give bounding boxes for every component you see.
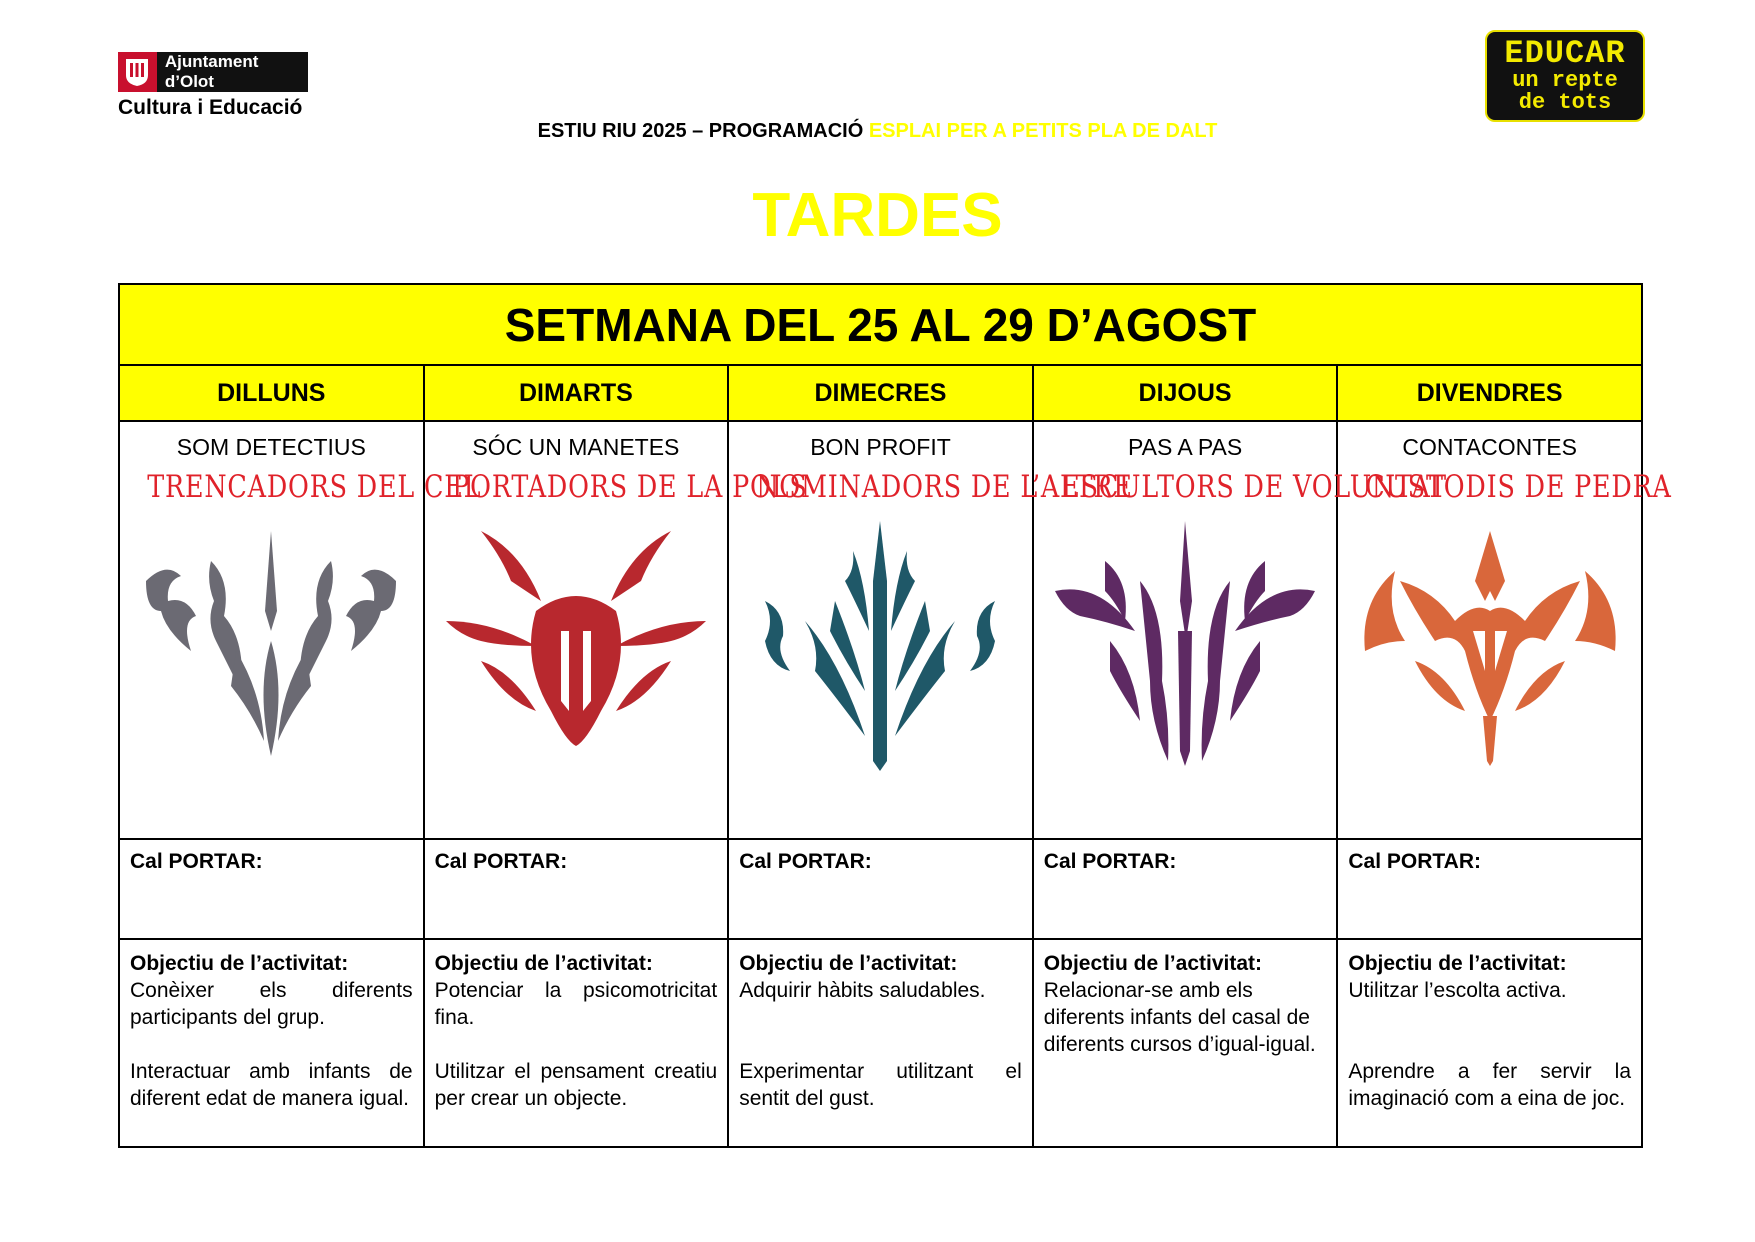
objective-text: Adquirir hàbits saludables. (739, 979, 986, 1002)
activity-row (119, 421, 1642, 839)
activity-title: PAS A PAS (1127, 434, 1243, 460)
objective-cell (1033, 939, 1338, 1147)
portar-cell (1337, 839, 1642, 939)
activity-title: BON PROFIT (810, 434, 951, 460)
portar-cell (1033, 839, 1338, 939)
day-header: DIMECRES (728, 365, 1033, 421)
activity-title: SOM DETECTIUS (176, 434, 366, 460)
team-name: TRENCADORS DEL CEL (147, 469, 482, 505)
objective-cell (424, 939, 729, 1147)
objective-label: Objectiu de l’activitat: (434, 952, 653, 975)
objective-text: Relacionar-se amb els diferents infants del casal de diferents cursos d’igual-igual. (1043, 979, 1316, 1056)
objective-cell (1337, 939, 1642, 1147)
team-name: ESCULTORS DE VOLUNTAT (1061, 469, 1447, 505)
objective-label: Objectiu de l’activitat: (1043, 952, 1262, 975)
educar-logo-line3: de tots (1518, 90, 1612, 115)
objective-label: Objectiu de l’activitat: (739, 952, 958, 975)
tribal-emblem-teal-icon (745, 521, 1015, 771)
objective-text: Utilitzar el pensament creatiu per crear un objecte. (434, 1060, 718, 1110)
activity-cell (728, 421, 1133, 839)
activity-cell (1033, 421, 1447, 839)
program-header-prefix: ESTIU RIU 2025 – PROGRAMACIÓ (537, 120, 869, 142)
objective-label: Objectiu de l’activitat: (130, 952, 349, 975)
day-header: DIJOUS (1033, 365, 1338, 421)
objective-text: Utilitzar l’escolta activa. (1348, 979, 1567, 1002)
objective-label: Objectiu de l’activitat: (1348, 952, 1567, 975)
objective-row (119, 939, 1642, 1147)
program-header (0, 120, 1755, 143)
crest-icon (118, 52, 157, 92)
objective-text: Experimentar utilitzant el sentit del gust. (739, 1060, 1022, 1110)
portar-label: Cal PORTAR: (130, 850, 263, 873)
portar-row (119, 839, 1642, 939)
day-header: DILLUNS (119, 365, 424, 421)
team-name: NOMINADORS DE L’ALTRE (756, 469, 1133, 505)
objective-text: Aprendre a fer servir la imaginació com a eina de joc. (1348, 1060, 1631, 1110)
activity-title: SÓC UN MANETES (472, 434, 680, 460)
page-title: TARDES (752, 181, 1003, 250)
educar-logo (1485, 30, 1645, 122)
schedule-table (118, 283, 1673, 1148)
day-header: DIMARTS (424, 365, 729, 421)
team-name: CUSTODIS DE PEDRA (1365, 469, 1673, 505)
day-header: DIVENDRES (1337, 365, 1642, 421)
week-title: SETMANA DEL 25 AL 29 D’AGOST (119, 284, 1642, 365)
portar-label: Cal PORTAR: (434, 850, 568, 873)
portar-cell (119, 839, 424, 939)
portar-cell (728, 839, 1033, 939)
activity-title: CONTACONTES (1402, 434, 1577, 460)
portar-label: Cal PORTAR: (1043, 850, 1177, 873)
team-name: PORTADORS DE LA POLS (451, 469, 808, 505)
portar-label: Cal PORTAR: (1348, 850, 1481, 873)
activity-cell (119, 421, 482, 839)
objective-text: Conèixer els diferents participants del grup. (130, 979, 413, 1029)
ajuntament-name: Ajuntament d’Olot (164, 52, 259, 91)
tribal-emblem-purple-icon (1050, 521, 1320, 771)
portar-label: Cal PORTAR: (739, 850, 872, 873)
tribal-emblem-red-icon (441, 521, 711, 771)
ajuntament-logo (118, 52, 308, 120)
activity-cell (424, 421, 808, 839)
educar-logo-line2: un repte (1512, 68, 1618, 93)
objective-text: Potenciar la psicomotricitat fina. (434, 979, 718, 1029)
program-header-highlight: ESPLAI PER A PETITS PLA DE DALT (868, 120, 1218, 142)
tribal-emblem-grey-icon (136, 521, 406, 771)
tribal-emblem-orange-icon (1355, 521, 1625, 771)
department-name: Cultura i Educació (118, 96, 303, 119)
objective-cell (728, 939, 1033, 1147)
day-header-row (119, 365, 1642, 421)
educar-logo-line1: EDUCAR (1504, 35, 1626, 72)
portar-cell (424, 839, 729, 939)
objective-cell (119, 939, 424, 1147)
objective-text: Interactuar amb infants de diferent edat de manera igual. (130, 1060, 413, 1110)
activity-cell (1337, 421, 1673, 839)
